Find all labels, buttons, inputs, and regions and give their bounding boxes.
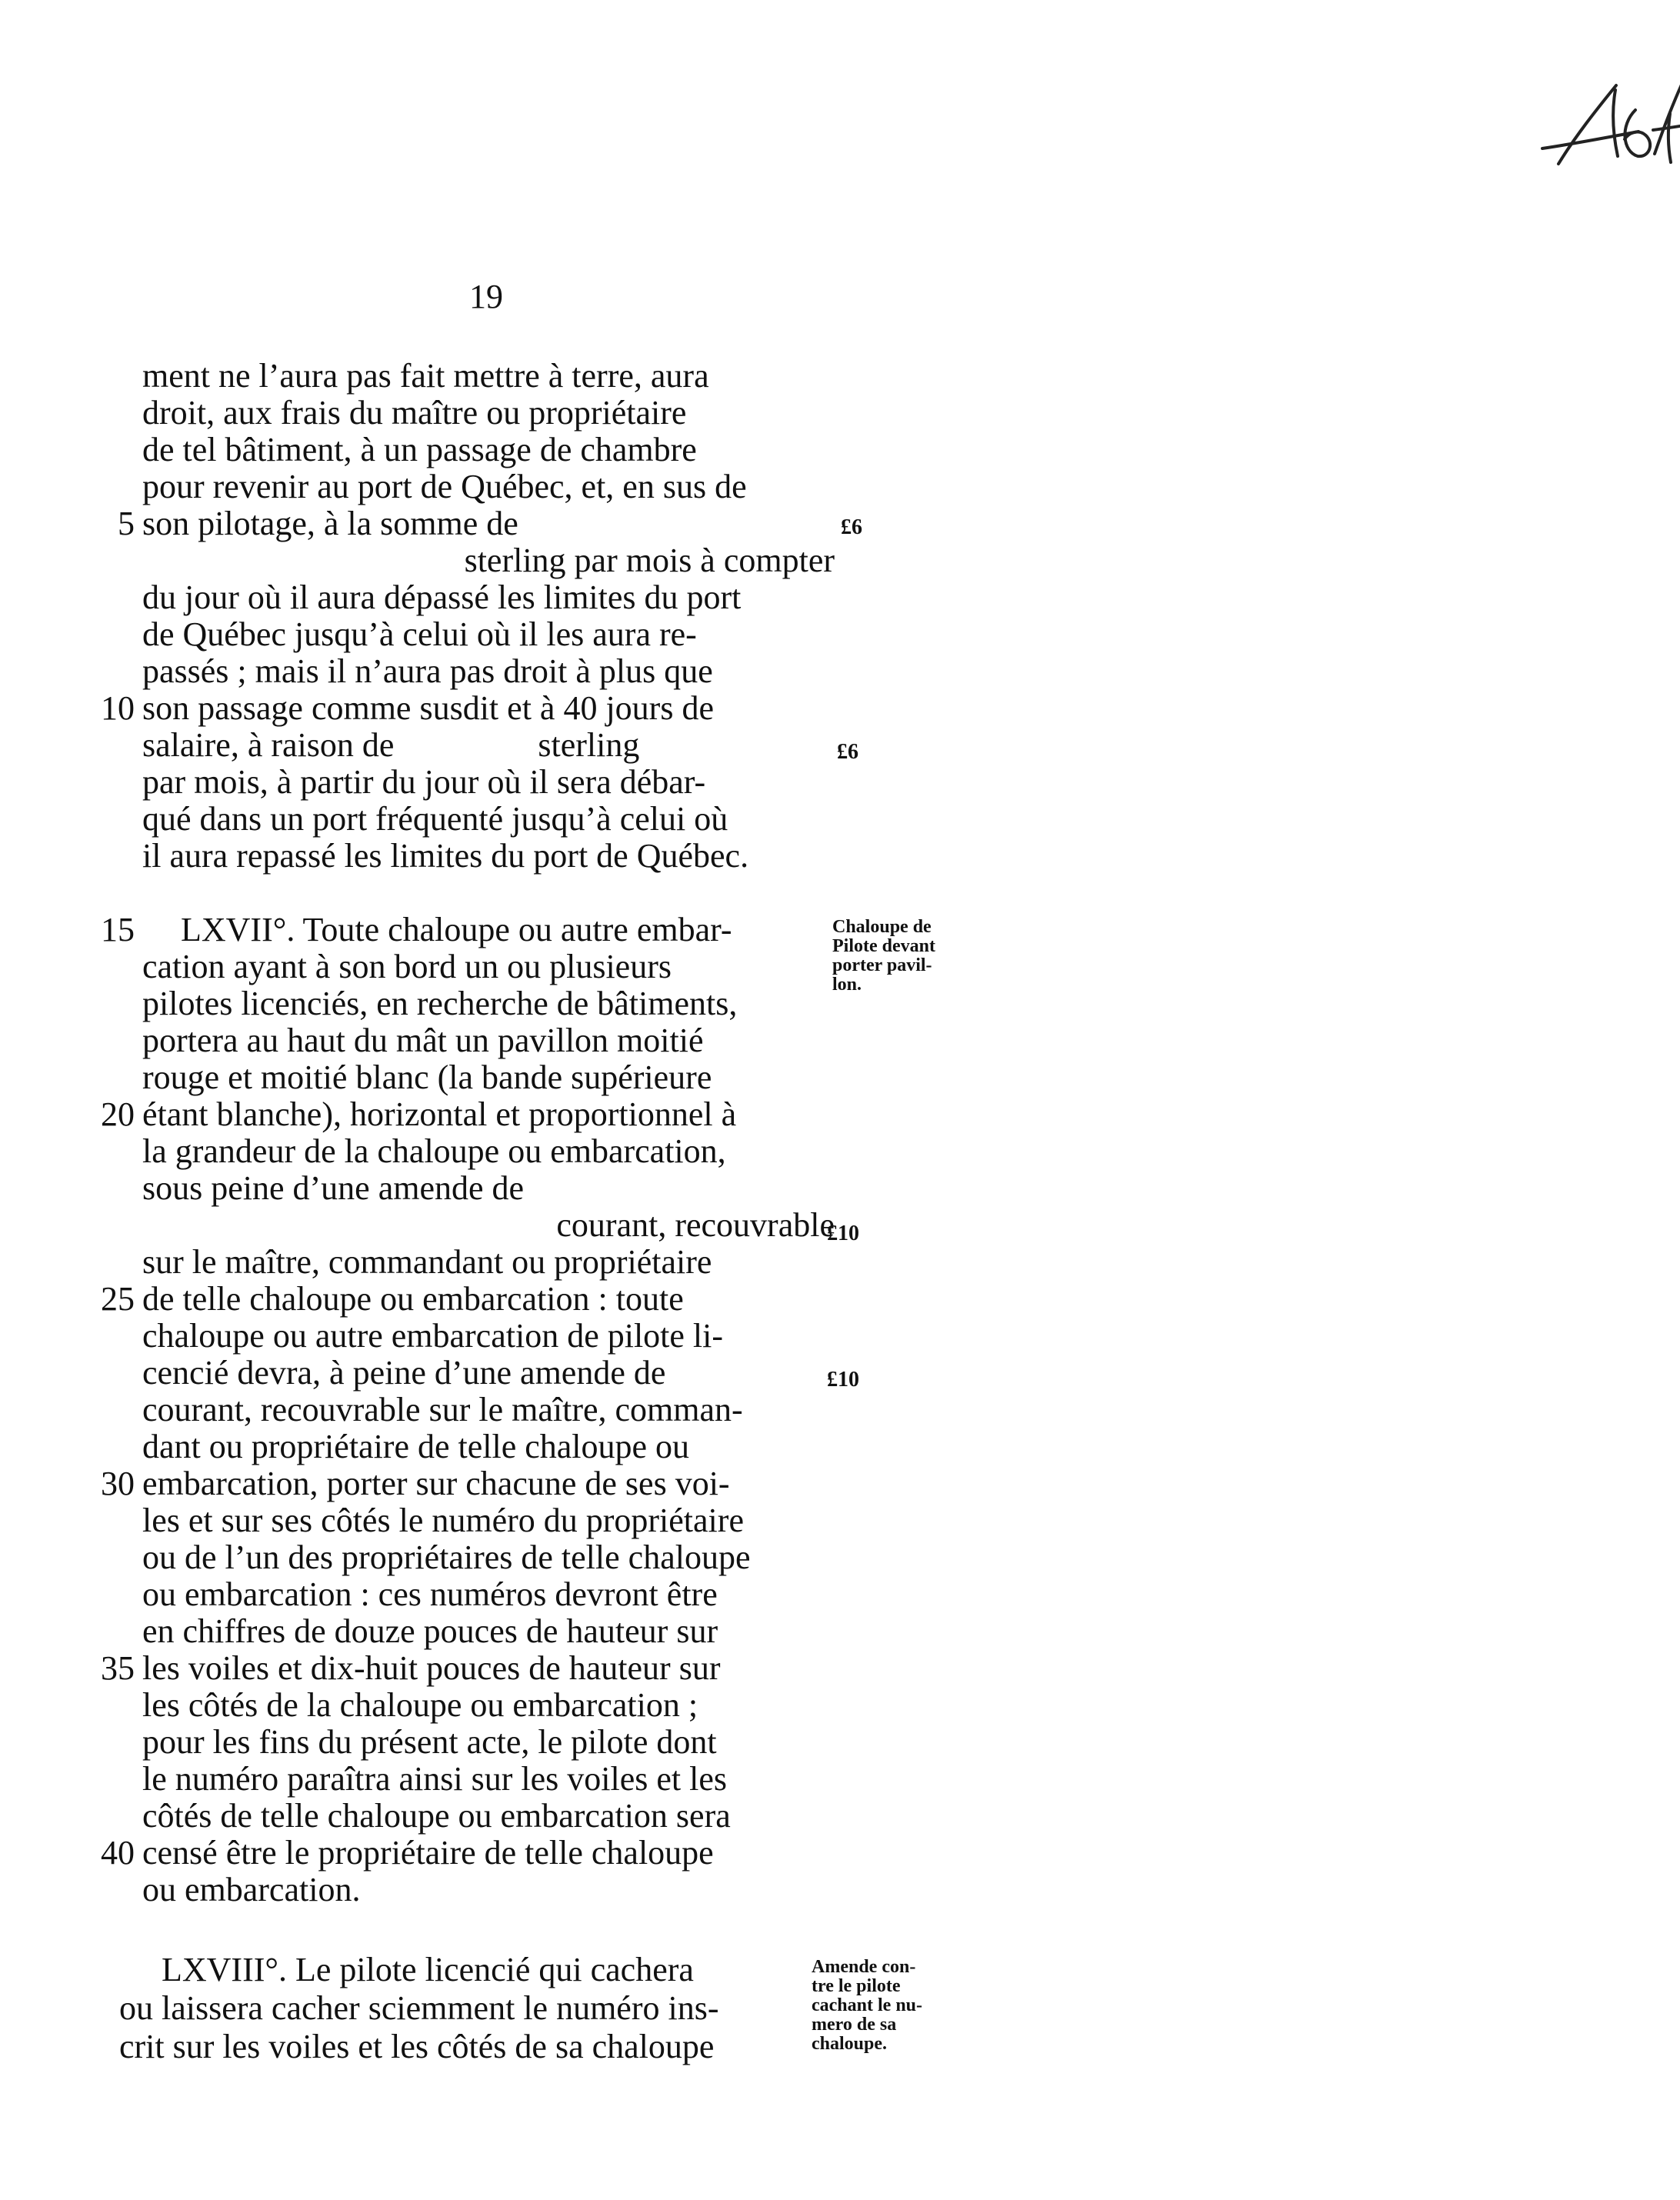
text-line: chaloupe ou autre embarcation de pilote li- xyxy=(142,1317,724,1355)
text-line: de telle chaloupe ou embarcation : toute xyxy=(142,1280,684,1318)
text-line: étant blanche), horizontal et proportionnel à xyxy=(142,1095,737,1133)
text-line: rouge et moitié blanc (la bande supérieure xyxy=(142,1058,712,1096)
text-line: pilotes licenciés, en recherche de bâtiments, xyxy=(142,985,738,1022)
line-number: 20 xyxy=(101,1095,135,1133)
text-line: sous peine d’une amende de xyxy=(142,1169,525,1207)
text-line: qué dans un port fréquenté jusqu’à celui où xyxy=(142,800,728,838)
text-line: du jour où il aura dépassé les limites du port xyxy=(142,578,742,616)
money-amount: £6 xyxy=(837,740,858,764)
text-line: les côtés de la chaloupe ou embarcation ; xyxy=(142,1686,698,1724)
text-line: dant ou propriétaire de telle chaloupe ou xyxy=(142,1428,690,1465)
text-line: ou de l’un des propriétaires de telle chaloupe xyxy=(142,1538,751,1576)
margin-note-amende: Amende con- xyxy=(812,1957,916,1977)
line-number: 10 xyxy=(101,689,135,727)
text-line: côtés de telle chaloupe ou embarcation sera xyxy=(142,1797,731,1835)
money-amount: £10 xyxy=(827,1222,859,1245)
text-line: par mois, à partir du jour où il sera débar- xyxy=(142,763,706,801)
text-line: les voiles et dix-huit pouces de hauteur sur xyxy=(142,1649,721,1687)
money-amount: £10 xyxy=(827,1368,859,1392)
line-number: 30 xyxy=(101,1465,135,1502)
margin-note-amende: mero de sa xyxy=(812,2015,897,2035)
text-line: en chiffres de douze pouces de hauteur sur xyxy=(142,1612,718,1650)
money-amount: £6 xyxy=(841,515,862,539)
text-line: le numéro paraîtra ainsi sur les voiles et les xyxy=(142,1760,727,1798)
text-line: ou laissera cacher sciemment le numéro ins- xyxy=(119,1989,719,2027)
text-line: courant, recouvrable sur le maître, comman- xyxy=(142,1391,743,1428)
margin-note-amende: cachant le nu- xyxy=(812,1995,922,2015)
text-line: il aura repassé les limites du port de Québec. xyxy=(142,837,749,875)
text-line: les et sur ses côtés le numéro du propriétaire xyxy=(142,1502,744,1539)
text-line: embarcation, porter sur chacune de ses voi- xyxy=(142,1465,730,1502)
margin-note-chaloupe: Chaloupe de xyxy=(832,917,932,937)
text-line: crit sur les voiles et les côtés de sa chaloupe xyxy=(119,2028,715,2065)
text-line: son pilotage, à la somme de xyxy=(142,505,518,542)
text-line: censé être le propriétaire de telle chaloupe xyxy=(142,1834,714,1872)
margin-note-chaloupe: porter pavil- xyxy=(832,955,932,975)
margin-note-amende: chaloupe. xyxy=(812,2034,888,2054)
text-line: passés ; mais il n’aura pas droit à plus que xyxy=(142,652,713,690)
margin-note-chaloupe: lon. xyxy=(832,975,862,995)
margin-note-chaloupe: Pilote devant xyxy=(832,936,935,956)
text-line: cation ayant à son bord un ou plusieurs xyxy=(142,948,672,985)
text-line: pour les fins du présent acte, le pilote dont xyxy=(142,1723,717,1761)
text-line: la grandeur de la chaloupe ou embarcation, xyxy=(142,1132,726,1170)
folio-mark xyxy=(1538,81,1680,173)
line-number: 40 xyxy=(101,1834,135,1872)
text-line: sterling par mois à compter xyxy=(464,542,835,579)
line-number: 35 xyxy=(101,1649,135,1687)
text-line: ou embarcation : ces numéros devront être xyxy=(142,1575,718,1613)
margin-note-amende: tre le pilote xyxy=(812,1976,901,1996)
section-heading-lxviii: LXVIII°. Le pilote licencié qui cachera xyxy=(162,1951,694,1988)
text-line: sur le maître, commandant ou propriétaire xyxy=(142,1243,712,1281)
line-number: 25 xyxy=(101,1280,135,1318)
section-heading-lxvii: LXVII°. Toute chaloupe ou autre embar- xyxy=(181,911,732,948)
line-number: 15 xyxy=(101,911,135,948)
line-number: 5 xyxy=(118,505,135,542)
text-line: pour revenir au port de Québec, et, en sus de xyxy=(142,468,747,505)
text-line: de Québec jusqu’à celui où il les aura re- xyxy=(142,615,697,653)
text-line: droit, aux frais du maître ou propriétaire xyxy=(142,394,687,432)
text-line: cencié devra, à peine d’une amende de xyxy=(142,1354,666,1392)
text-line: ou embarcation. xyxy=(142,1871,361,1908)
text-line: portera au haut du mât un pavillon moitié xyxy=(142,1022,704,1059)
text-line: de tel bâtiment, à un passage de chambre xyxy=(142,431,697,468)
text-line: salaire, à raison de sterling xyxy=(142,726,640,764)
text-line: courant, recouvrable xyxy=(556,1206,835,1244)
page-number: 19 xyxy=(469,278,503,315)
text-line: son passage comme susdit et à 40 jours de xyxy=(142,689,714,727)
text-line: ment ne l’aura pas fait mettre à terre, aura xyxy=(142,357,709,395)
